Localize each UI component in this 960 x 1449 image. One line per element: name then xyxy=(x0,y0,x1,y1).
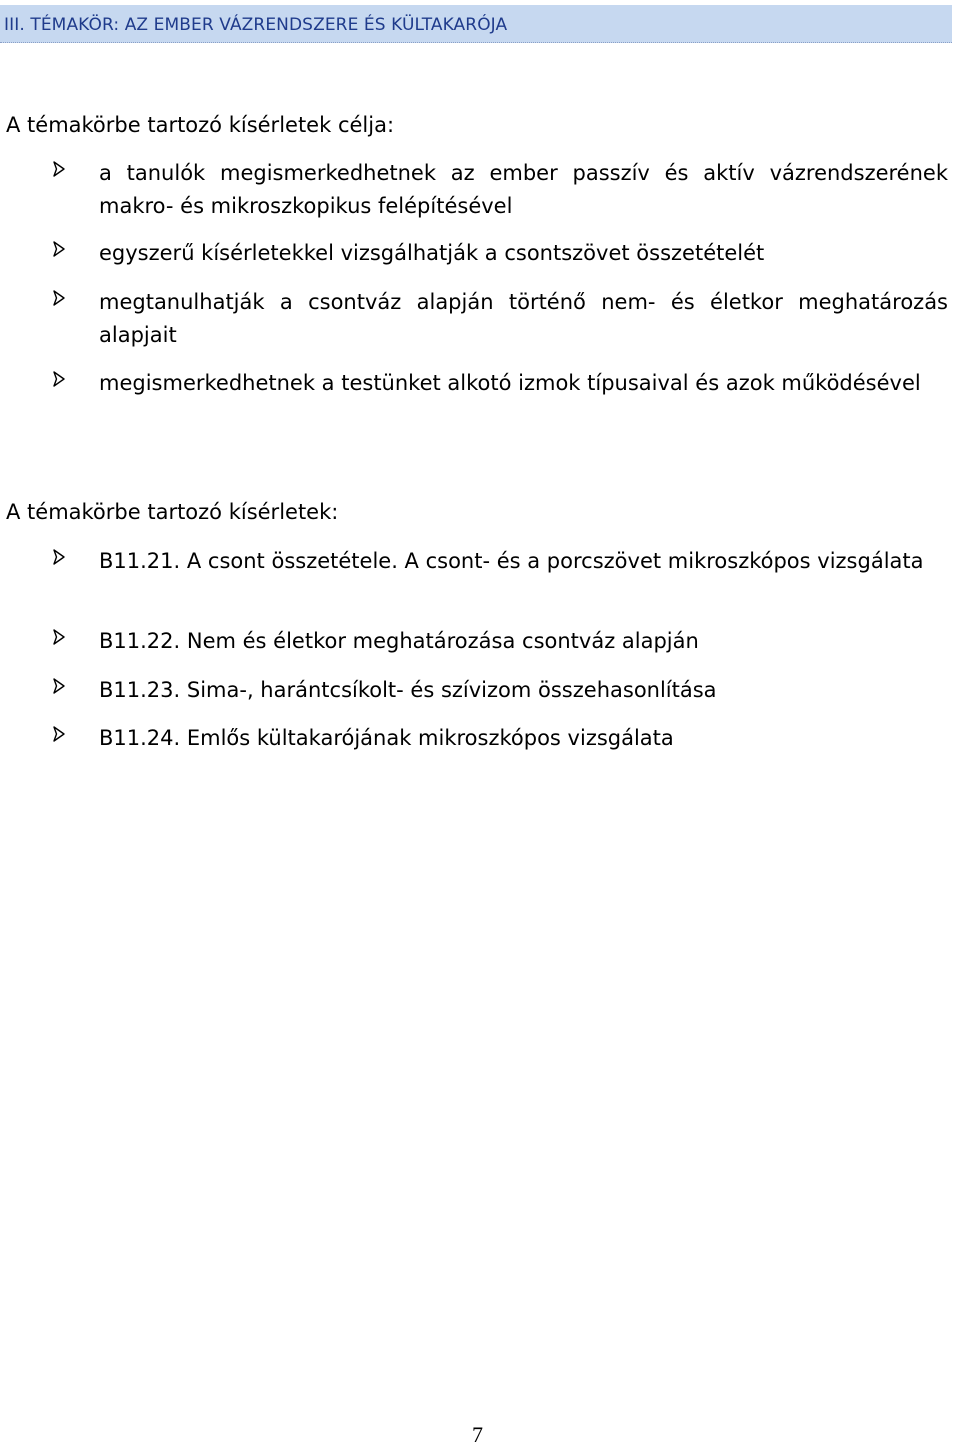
experiment-item-text: B11.21. A csont összetétele. A csont- és a porcszövet mikroszkópos vizsgálata xyxy=(99,549,924,573)
arrowhead-bullet-icon xyxy=(50,725,68,743)
chapter-title: III. TÉMAKÖR: AZ EMBER VÁZRENDSZERE ÉS KÜLTAKARÓJA xyxy=(4,15,508,35)
arrowhead-bullet-icon xyxy=(50,628,68,646)
chapter-header xyxy=(0,5,952,43)
arrowhead-bullet-icon xyxy=(50,548,68,566)
goals-heading: A témakörbe tartozó kísérletek célja: xyxy=(6,113,395,137)
arrowhead-bullet-icon xyxy=(50,370,68,388)
goal-item-text: megtanulhatják a csontváz alapján történő nem- és életkor meghatározás alapjait xyxy=(99,290,948,347)
experiments-heading: A témakörbe tartozó kísérletek: xyxy=(6,500,339,524)
goal-item-text: egyszerű kísérletekkel vizsgálhatják a csontszövet összetételét xyxy=(99,241,765,265)
arrowhead-bullet-icon xyxy=(50,240,68,258)
experiment-item-text: B11.23. Sima-, harántcsíkolt- és szívizom összehasonlítása xyxy=(99,678,717,702)
experiment-item-text: B11.22. Nem és életkor meghatározása csontváz alapján xyxy=(99,629,699,653)
arrowhead-bullet-icon xyxy=(50,289,68,307)
arrowhead-bullet-icon xyxy=(50,160,68,178)
goal-item-text: megismerkedhetnek a testünket alkotó izmok típusaival és azok működésével xyxy=(99,371,921,395)
arrowhead-bullet-icon xyxy=(50,677,68,695)
goal-item-text: a tanulók megismerkedhetnek az ember passzív és aktív vázrendszerének makro- és mikroszkopikus felépítésével xyxy=(99,161,948,218)
experiment-item-text: B11.24. Emlős kültakarójának mikroszkópos vizsgálata xyxy=(99,726,674,750)
page-number: 7 xyxy=(472,1422,483,1447)
